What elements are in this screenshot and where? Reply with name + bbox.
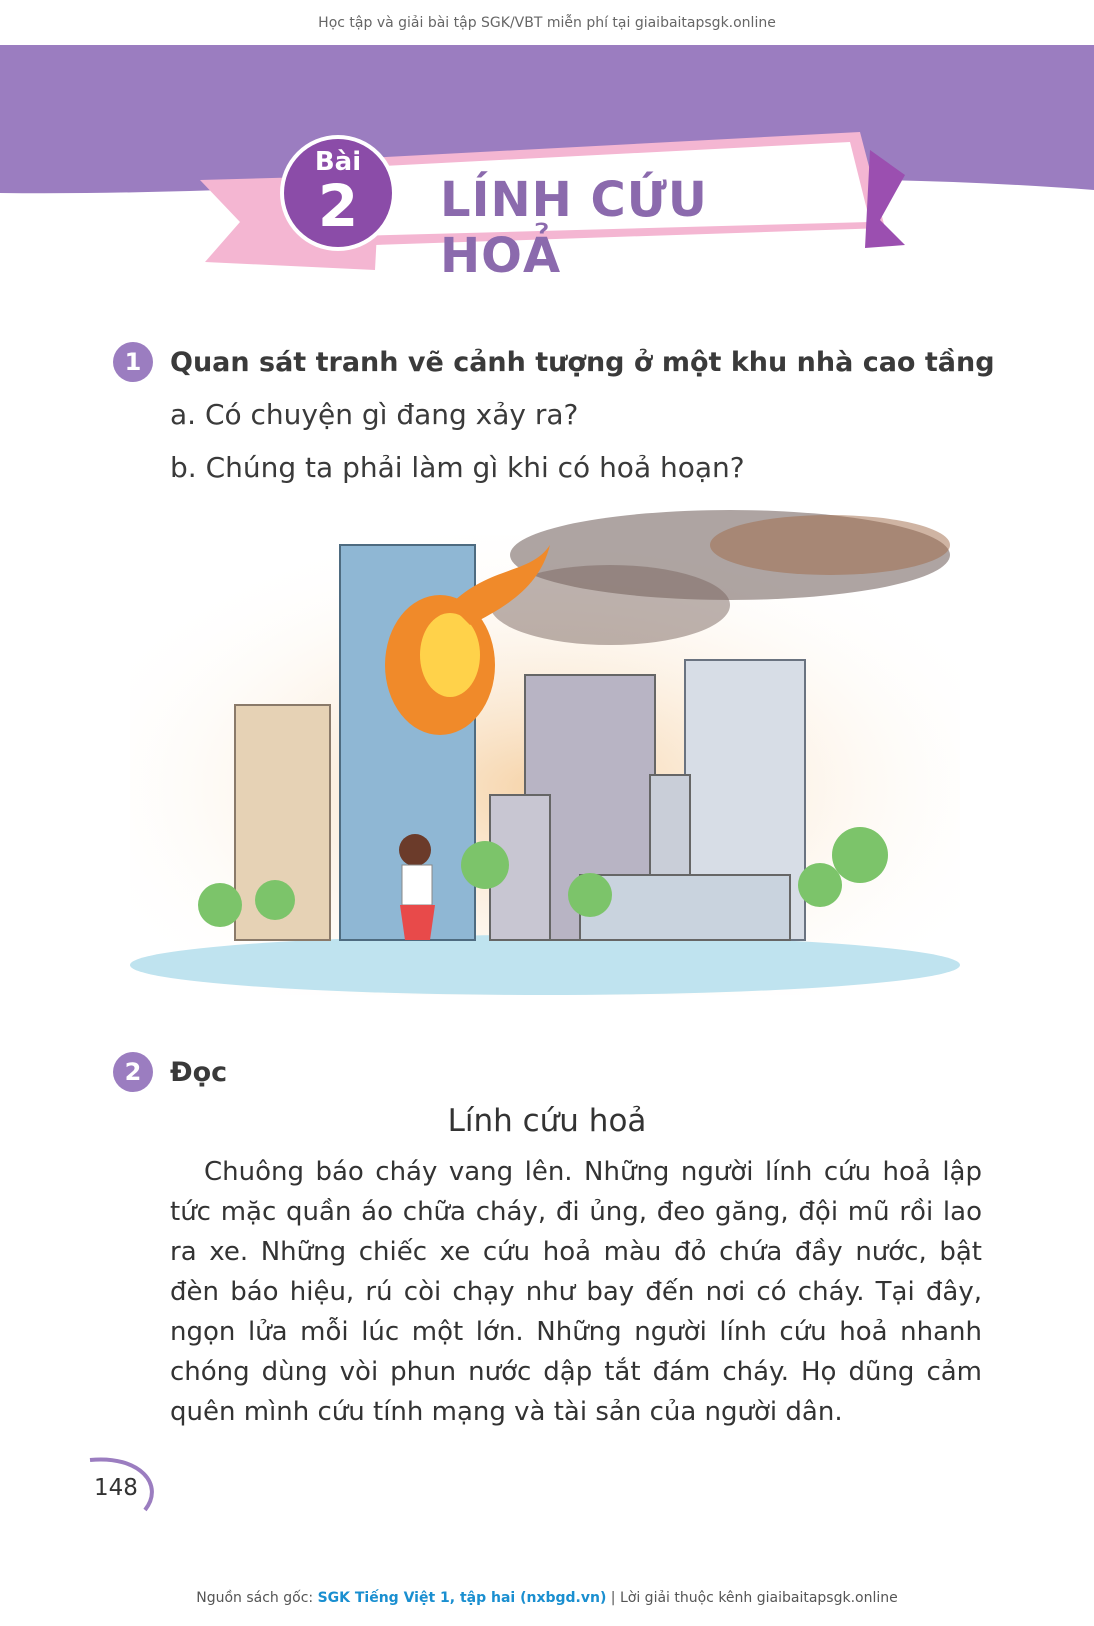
question-a: a. Có chuyện gì đang xảy ra? [170, 398, 579, 431]
lesson-badge-number: 2 [317, 172, 359, 240]
section-2-title: Đọc [170, 1057, 228, 1088]
section-1-number: 1 [113, 342, 153, 382]
question-b: b. Chúng ta phải làm gì khi có hoả hoạn? [170, 451, 745, 484]
footer-prefix: Nguồn sách gốc: [196, 1590, 318, 1606]
lesson-badge-label: Bài [314, 147, 362, 177]
section-1-title: Quan sát tranh vẽ cảnh tượng ở một khu nhà cao tầng [170, 347, 995, 378]
footer [0, 1590, 1094, 1606]
lesson-title: LÍNH CỨU HOẢ [440, 172, 708, 284]
footer-suffix: | Lời giải thuộc kênh giaibaitapsgk.online [606, 1590, 898, 1606]
footer-source-link[interactable]: SGK Tiếng Việt 1, tập hai (nxbgd.vn) [317, 1590, 607, 1606]
top-note: Học tập và giải bài tập SGK/VBT miễn phí tại giaibaitapsgk.online [318, 15, 776, 31]
fire-building-illustration [130, 495, 960, 1005]
section-2-number: 2 [113, 1052, 153, 1092]
reading-title: Lính cứu hoả [447, 1103, 647, 1139]
page-number: 148 [94, 1475, 138, 1501]
reading-body: Chuông báo cháy vang lên. Những người lính cứu hoả lập tức mặc quần áo chữa cháy, đi ủng, đeo găng, đội mũ rồi lao ra xe. Những chiếc xe cứu hoả màu đỏ chứa đầy nước, bật đèn báo hiệu, rú còi chạy như bay đến nơi có cháy. Tại đây, ngọn lửa mỗi lúc một lớn. Những người lính cứu hoả nhanh chóng dùng vòi phun nước dập tắt đám cháy. Họ dũng cảm quên mình cứu tính mạng và tài sản của người dân. [170, 1157, 982, 1427]
